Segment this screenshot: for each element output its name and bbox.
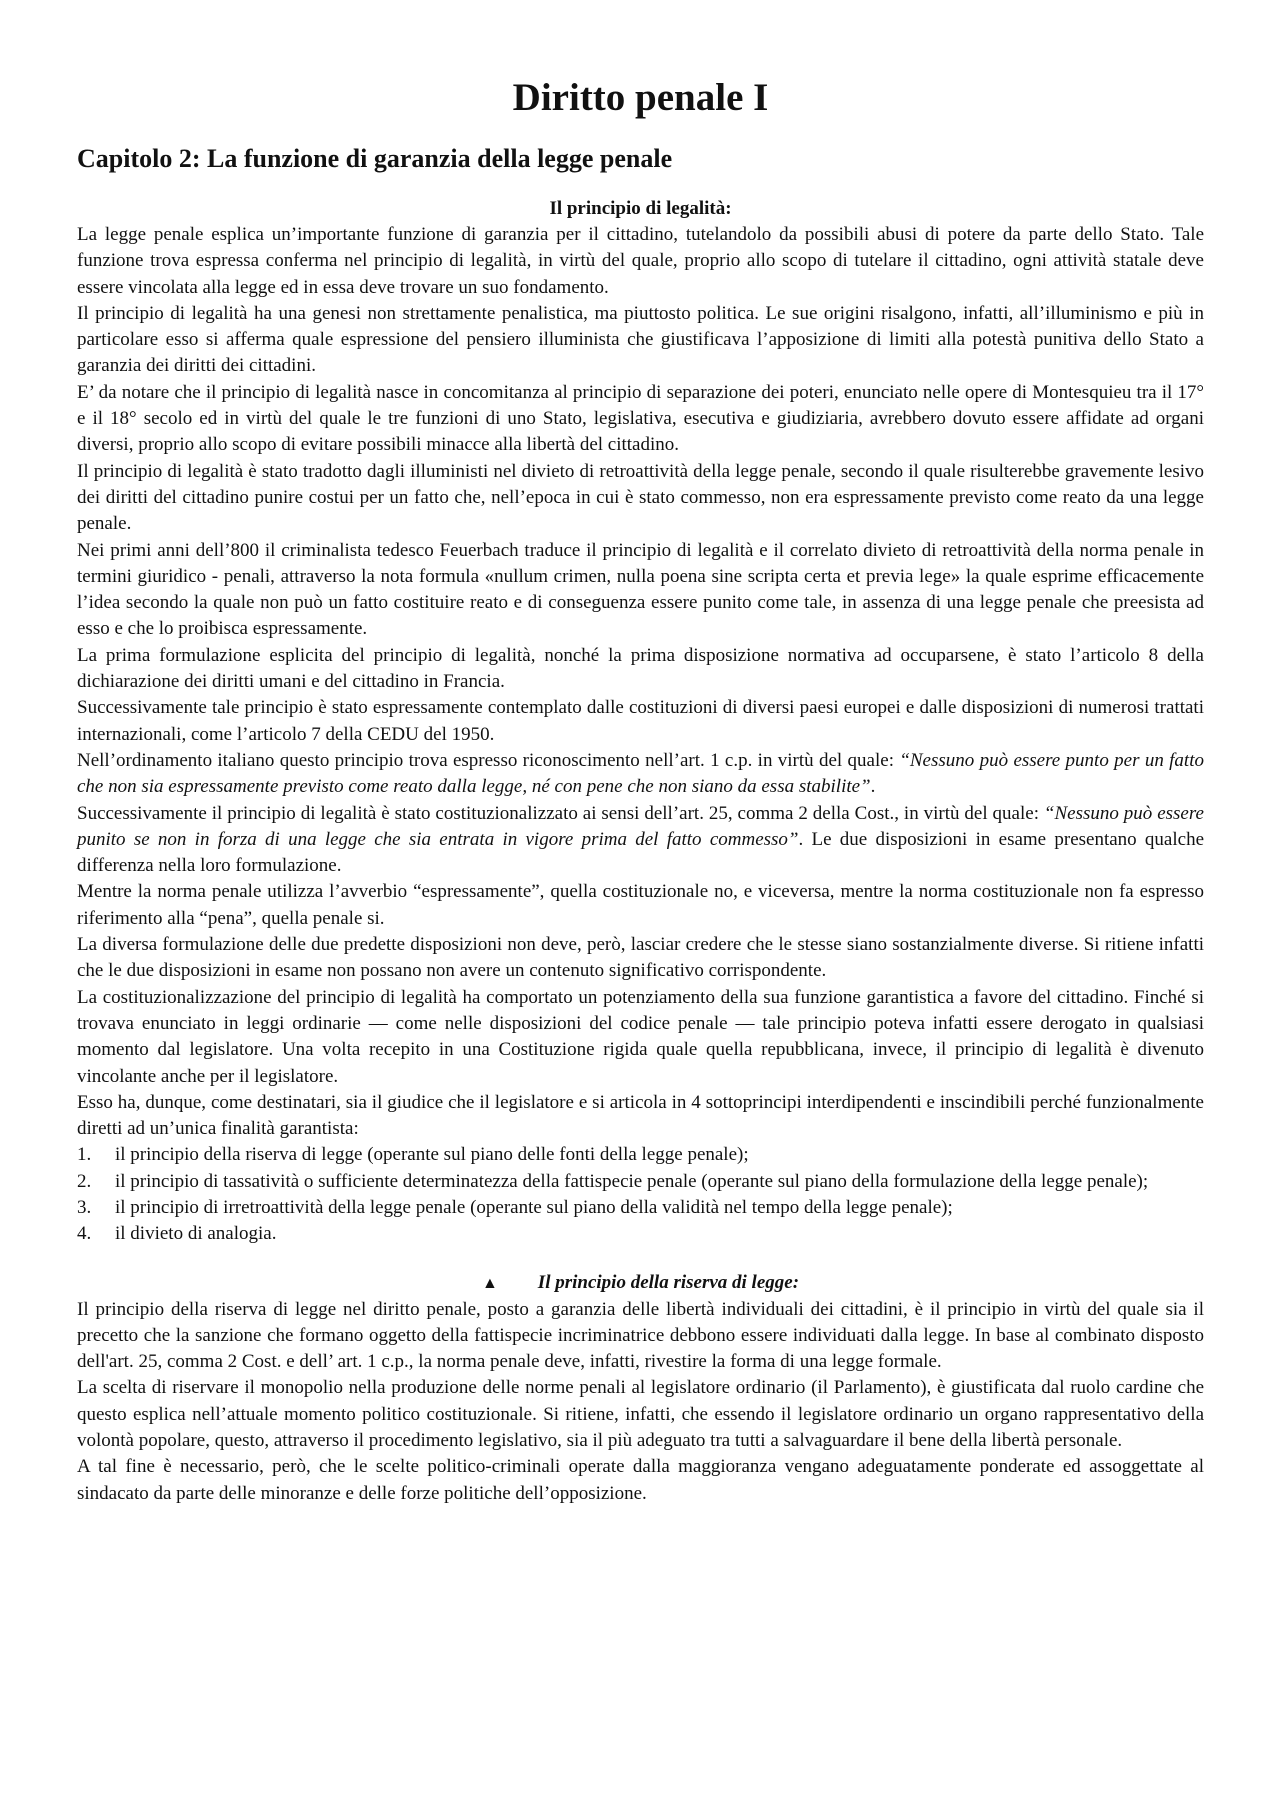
list-item xyxy=(77,1142,1204,1168)
paragraph: Il principio della riserva di legge nel diritto penale, posto a garanzia delle libertà individuali dei cittadini, è il principio in virtù del quale sia il precetto che la sanzione che formano oggetto della fattispecie incriminatrice debbono essere individuati dalla legge. In base al combinato disposto dell'art. 25, comma 2 Cost. e dell’ art. 1 c.p., la norma penale deve, infatti, rivestire la forma di una legge formale. xyxy=(77,1298,1204,1373)
paragraph-text: . Le due disposizioni in esame presentano qualche differenza nella loro formulazione. xyxy=(77,828,1205,877)
paragraph: La prima formulazione esplicita del principio di legalità, nonché la prima disposizione normativa ad occuparsene, è stato l’articolo 8 della dichiarazione dei diritti umani e del cittadino in Francia. xyxy=(77,644,1204,693)
list-number: 2. xyxy=(77,1170,92,1192)
paragraph: La legge penale esplica un’importante funzione di garanzia per il cittadino, tutelandolo da possibili abusi di potere da parte dello Stato. Tale funzione trova espressa conferma nel principio di legalità, in virtù del quale, proprio allo scopo di tutelare il cittadino, ogni attività statale deve essere vincolata alla legge ed in essa deve trovare un suo fondamento. xyxy=(77,224,1204,298)
triangle-bullet-icon: ▲ xyxy=(481,1274,498,1292)
list-number: 4. xyxy=(77,1223,92,1245)
list-number: 1. xyxy=(77,1144,92,1166)
list-item-text: il principio della riserva di legge (operante sul piano delle fonti della legge penale); xyxy=(115,1144,749,1166)
list-item-text: il divieto di analogia. xyxy=(115,1223,277,1245)
list-number: 3. xyxy=(77,1196,92,1218)
list-item xyxy=(77,1221,1204,1247)
paragraph: La diversa formulazione delle due predette disposizioni non deve, però, lasciar credere che le stesse siano sostanzialmente diverse. Si ritiene infatti che le due disposizioni in esame non possano non avere un contenuto significativo corrispondente. xyxy=(77,934,1204,982)
chapter-title: Capitolo 2: La funzione di garanzia della legge penale xyxy=(77,144,673,173)
quote-art1-cp: “Nessuno può essere punto per un fatto che non sia espressamente previsto come reato dalla legge, né con pene che non siano da essa stabilite” xyxy=(77,749,1204,798)
paragraph-text: Nell’ordinamento italiano questo principio trova espresso riconoscimento nell’art. 1 c.p. in virtù del quale: xyxy=(77,749,900,771)
subprinciples-list xyxy=(77,1142,1204,1247)
paragraph-text: Successivamente il principio di legalità è stato costituzionalizzato ai sensi dell’art. 25, comma 2 della Cost., in virtù del quale: xyxy=(77,802,1044,824)
paragraph-art1-cp xyxy=(77,748,1204,801)
paragraph: Nei primi anni dell’800 il criminalista tedesco Feuerbach traduce il principio di legalità e il correlato divieto di retroattività della norma penale in termini giuridico - penali, attraverso la nota formula «nullum crimen, nulla poena sine scripta certa et previa lege» la quale esprime efficacemente l’idea secondo la quale non può un fatto costituire reato e di conseguenza essere punito come tale, in assenza di una legge penale che preesista ad esso e che lo proibisca espressamente. xyxy=(77,539,1204,640)
quote-art25-cost: “Nessuno può essere punito se non in forza di una legge che sia entrata in vigore prima del fatto commesso” xyxy=(77,802,1204,850)
list-item-text: il principio di irretroattività della legge penale (operante sul piano della validità nel tempo della legge penale); xyxy=(115,1196,953,1218)
paragraph: La scelta di riservare il monopolio nella produzione delle norme penali al legislatore ordinario (il Parlamento), è giustificata dal ruolo cardine che questo esplica nell’attuale momento politico costituzionale. Si ritiene, infatti, che essendo il legislatore ordinario un organo rappresentativo della volontà popolare, questo, attraverso il procedimento legislativo, sia il più adeguato tra tutti a salvaguardare il bene della libertà personale. xyxy=(77,1377,1204,1452)
paragraph: Il principio di legalità ha una genesi non strettamente penalistica, ma piuttosto politica. Le sue origini risalgono, infatti, all’illuminismo e più in particolare esso si afferma quale espressione del pensiero illuminista che giustificava l’apposizione di limiti alla potestà punitiva dello Stato a garanzia dei diritti dei cittadini. xyxy=(77,302,1204,377)
paragraph: Il principio di legalità è stato tradotto dagli illuministi nel divieto di retroattività della legge penale, secondo il quale risulterebbe gravemente lesivo dei diritti del cittadino punire costui per un fatto che, nell’epoca in cui è stato commesso, non era espressamente previsto come reato da una legge penale. xyxy=(77,460,1204,535)
paragraph: Successivamente tale principio è stato espressamente contemplato dalle costituzioni di diversi paesi europei e dalle disposizioni di numerosi trattati internazionali, come l’articolo 7 della CEDU del 1950. xyxy=(77,697,1204,745)
paragraph: Esso ha, dunque, come destinatari, sia il giudice che il legislatore e si articola in 4 sottoprincipi interdipendenti e inscindibili perché funzionalmente diretti ad un’unica finalità garantista: xyxy=(77,1091,1204,1140)
section-heading-riserva xyxy=(77,1270,1204,1297)
paragraph: La costituzionalizzazione del principio di legalità ha comportato un potenziamento della sua funzione garantistica a favore del cittadino. Finché si trovava enunciato in leggi ordinarie — come nelle disposizioni del codice penale — tale principio poteva infatti essere derogato in qualsiasi momento dal legislatore. Una volta recepito in una Costituzione rigida quale quella repubblicana, invece, il principio di legalità è divenuto vincolante anche per il legislatore. xyxy=(77,986,1204,1087)
document-title: Diritto penale I xyxy=(512,76,769,119)
paragraph-art25-cost xyxy=(77,801,1204,880)
paragraph: A tal fine è necessario, però, che le scelte politico-criminali operate dalla maggioranza vengano adeguatamente ponderate ed assoggettate al sindacato da parte delle minoranze e delle forze politiche dell’opposizione. xyxy=(77,1456,1204,1504)
paragraph: Mentre la norma penale utilizza l’avverbio “espressamente”, quella costituzionale no, e viceversa, mentre la norma costituzionale non fa espresso riferimento alla “pena”, quella penale si. xyxy=(77,881,1204,929)
paragraph: E’ da notare che il principio di legalità nasce in concomitanza al principio di separazione dei poteri, enunciato nelle opere di Montesquieu tra il 17° e il 18° secolo ed in virtù del quale le tre funzioni di uno Stato, legislativa, esecutiva e giudiziaria, avrebbero dovuto essere affidate ad organi diversi, proprio allo scopo di evitare possibili minacce alla libertà del cittadino. xyxy=(77,381,1204,456)
section-heading-text: Il principio della riserva di legge: xyxy=(537,1271,800,1293)
paragraph-text: . xyxy=(870,776,876,798)
list-item xyxy=(77,1195,1204,1221)
list-item-text: il principio di tassatività o sufficiente determinatezza della fattispecie penale (operante sul piano della formulazione della legge penale); xyxy=(115,1170,1149,1192)
section-heading-legalita: Il principio di legalità: xyxy=(549,198,732,219)
list-item xyxy=(77,1169,1204,1195)
